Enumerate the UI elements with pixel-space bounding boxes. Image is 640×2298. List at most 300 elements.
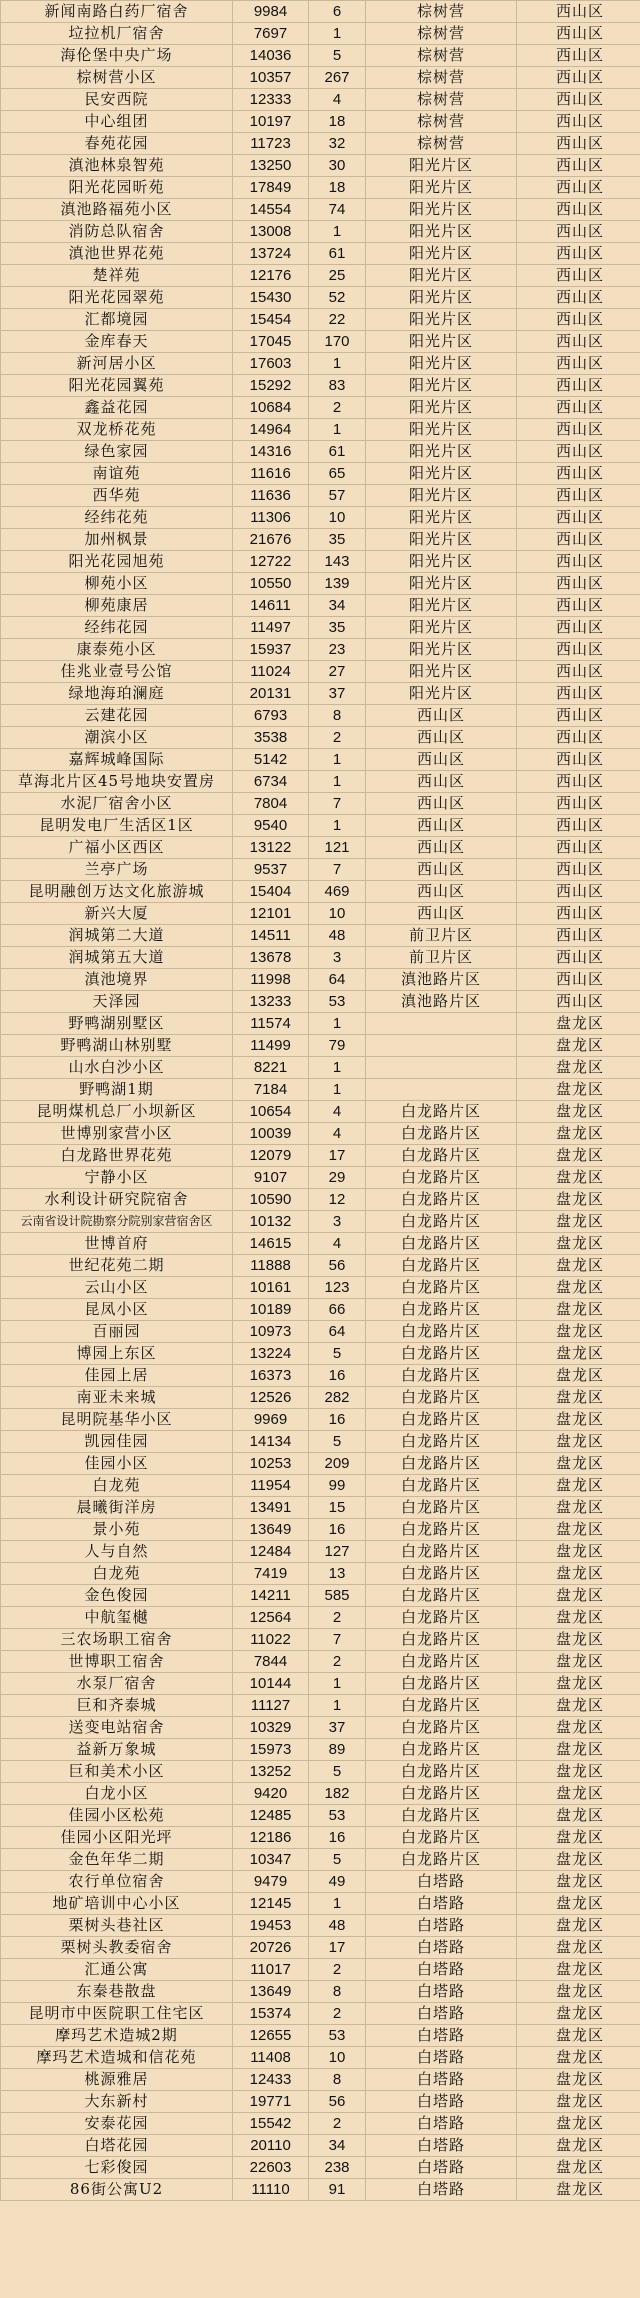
listing-count-cell: 585 [309, 1585, 366, 1607]
listing-count-cell: 8 [309, 1981, 366, 2003]
unit-price-cell: 11888 [233, 1255, 309, 1277]
table-row [1, 1233, 640, 1255]
community-name-cell: 潮滨小区 [1, 727, 233, 749]
listing-count-cell: 16 [309, 1365, 366, 1387]
table-row [1, 1717, 640, 1739]
community-name-cell: 百丽园 [1, 1321, 233, 1343]
unit-price-cell: 10039 [233, 1123, 309, 1145]
community-name-cell: 新河居小区 [1, 353, 233, 375]
table-row [1, 2003, 640, 2025]
area-cell: 白塔路 [366, 2069, 517, 2091]
table-row [1, 1607, 640, 1629]
table-row [1, 243, 640, 265]
community-name-cell: 巨和美术小区 [1, 1761, 233, 1783]
district-cell: 盘龙区 [517, 2135, 640, 2157]
area-cell: 阳光片区 [366, 287, 517, 309]
area-cell: 白龙路片区 [366, 1563, 517, 1585]
table-row [1, 1453, 640, 1475]
unit-price-cell: 15404 [233, 881, 309, 903]
community-name-cell: 新闻南路白药厂宿舍 [1, 1, 233, 23]
unit-price-cell: 9540 [233, 815, 309, 837]
listing-count-cell: 48 [309, 1915, 366, 1937]
community-name-cell: 消防总队宿舍 [1, 221, 233, 243]
table-row [1, 2091, 640, 2113]
unit-price-cell: 6793 [233, 705, 309, 727]
table-row [1, 815, 640, 837]
table-row [1, 441, 640, 463]
listing-count-cell: 5 [309, 45, 366, 67]
table-row [1, 1695, 640, 1717]
district-cell: 盘龙区 [517, 2047, 640, 2069]
community-name-cell: 世纪花苑二期 [1, 1255, 233, 1277]
table-row [1, 1211, 640, 1233]
listing-count-cell: 1 [309, 419, 366, 441]
listing-count-cell: 2 [309, 397, 366, 419]
unit-price-cell: 11127 [233, 1695, 309, 1717]
listing-count-cell: 66 [309, 1299, 366, 1321]
table-row [1, 1739, 640, 1761]
district-cell: 西山区 [517, 375, 640, 397]
table-row [1, 199, 640, 221]
community-name-cell: 中航玺樾 [1, 1607, 233, 1629]
area-cell: 白龙路片区 [366, 1717, 517, 1739]
area-cell: 阳光片区 [366, 573, 517, 595]
unit-price-cell: 11497 [233, 617, 309, 639]
area-cell: 白龙路片区 [366, 1431, 517, 1453]
community-name-cell: 金库春天 [1, 331, 233, 353]
table-row [1, 1805, 640, 1827]
table-row [1, 1387, 640, 1409]
community-name-cell: 金色年华二期 [1, 1849, 233, 1871]
community-name-cell: 鑫益花园 [1, 397, 233, 419]
district-cell: 盘龙区 [517, 1981, 640, 2003]
table-row [1, 1013, 640, 1035]
district-cell: 盘龙区 [517, 1079, 640, 1101]
unit-price-cell: 20131 [233, 683, 309, 705]
unit-price-cell: 10550 [233, 573, 309, 595]
community-name-cell: 摩玛艺术造城和信花苑 [1, 2047, 233, 2069]
listing-count-cell: 1 [309, 221, 366, 243]
unit-price-cell: 3538 [233, 727, 309, 749]
community-name-cell: 景小苑 [1, 1519, 233, 1541]
unit-price-cell: 6734 [233, 771, 309, 793]
listing-count-cell: 13 [309, 1563, 366, 1585]
table-row [1, 1123, 640, 1145]
district-cell: 盘龙区 [517, 1167, 640, 1189]
table-row [1, 881, 640, 903]
community-name-cell: 昆明煤机总厂小坝新区 [1, 1101, 233, 1123]
district-cell: 盘龙区 [517, 1409, 640, 1431]
unit-price-cell: 12101 [233, 903, 309, 925]
district-cell: 盘龙区 [517, 2157, 640, 2179]
table-row [1, 287, 640, 309]
table-row [1, 1035, 640, 1057]
listing-count-cell: 1 [309, 1013, 366, 1035]
district-cell: 西山区 [517, 441, 640, 463]
table-row [1, 661, 640, 683]
listing-count-cell: 16 [309, 1409, 366, 1431]
listing-count-cell: 16 [309, 1827, 366, 1849]
table-row [1, 1167, 640, 1189]
community-name-cell: 白龙苑 [1, 1475, 233, 1497]
table-row [1, 1057, 640, 1079]
table-row [1, 727, 640, 749]
community-name-cell: 三农场职工宿舍 [1, 1629, 233, 1651]
area-cell: 白龙路片区 [366, 1607, 517, 1629]
district-cell: 盘龙区 [517, 2113, 640, 2135]
area-cell: 阳光片区 [366, 419, 517, 441]
table-row [1, 1849, 640, 1871]
district-cell: 西山区 [517, 595, 640, 617]
district-cell: 西山区 [517, 287, 640, 309]
unit-price-cell: 13008 [233, 221, 309, 243]
community-name-cell: 阳光花园旭苑 [1, 551, 233, 573]
table-row [1, 1673, 640, 1695]
listing-count-cell: 32 [309, 133, 366, 155]
listing-count-cell: 17 [309, 1145, 366, 1167]
unit-price-cell: 13250 [233, 155, 309, 177]
area-cell: 阳光片区 [366, 485, 517, 507]
table-row [1, 221, 640, 243]
unit-price-cell: 7844 [233, 1651, 309, 1673]
unit-price-cell: 10347 [233, 1849, 309, 1871]
listing-count-cell: 1 [309, 749, 366, 771]
unit-price-cell: 12564 [233, 1607, 309, 1629]
area-cell: 白龙路片区 [366, 1673, 517, 1695]
area-cell: 白龙路片区 [366, 1145, 517, 1167]
community-name-cell: 昆明发电厂生活区1区 [1, 815, 233, 837]
unit-price-cell: 11499 [233, 1035, 309, 1057]
community-name-cell: 昆凤小区 [1, 1299, 233, 1321]
listing-count-cell: 1 [309, 1893, 366, 1915]
district-cell: 西山区 [517, 573, 640, 595]
community-name-cell: 水泥厂宿舍小区 [1, 793, 233, 815]
district-cell: 盘龙区 [517, 1541, 640, 1563]
unit-price-cell: 11998 [233, 969, 309, 991]
district-cell: 盘龙区 [517, 1673, 640, 1695]
listing-count-cell: 209 [309, 1453, 366, 1475]
area-cell: 白塔路 [366, 1871, 517, 1893]
community-name-cell: 嘉辉城峰国际 [1, 749, 233, 771]
unit-price-cell: 11022 [233, 1629, 309, 1651]
listing-count-cell: 79 [309, 1035, 366, 1057]
table-row [1, 1079, 640, 1101]
district-cell: 西山区 [517, 1, 640, 23]
unit-price-cell: 13491 [233, 1497, 309, 1519]
unit-price-cell: 11408 [233, 2047, 309, 2069]
table-row [1, 1519, 640, 1541]
unit-price-cell: 9420 [233, 1783, 309, 1805]
community-name-cell: 阳光花园昕苑 [1, 177, 233, 199]
district-cell: 西山区 [517, 89, 640, 111]
table-row [1, 1871, 640, 1893]
listing-count-cell: 18 [309, 177, 366, 199]
unit-price-cell: 12485 [233, 1805, 309, 1827]
district-cell: 盘龙区 [517, 1277, 640, 1299]
listing-count-cell: 8 [309, 2069, 366, 2091]
area-cell: 白龙路片区 [366, 1233, 517, 1255]
listing-count-cell: 143 [309, 551, 366, 573]
listing-count-cell: 89 [309, 1739, 366, 1761]
table-row [1, 1343, 640, 1365]
community-name-cell: 世博职工宿舍 [1, 1651, 233, 1673]
unit-price-cell: 19453 [233, 1915, 309, 1937]
listing-count-cell: 469 [309, 881, 366, 903]
listing-count-cell: 4 [309, 1101, 366, 1123]
area-cell: 白龙路片区 [366, 1189, 517, 1211]
table-row [1, 1475, 640, 1497]
area-cell: 阳光片区 [366, 661, 517, 683]
listing-count-cell: 2 [309, 727, 366, 749]
table-row [1, 749, 640, 771]
table-row [1, 1981, 640, 2003]
table-row [1, 1827, 640, 1849]
area-cell: 白塔路 [366, 2179, 517, 2201]
listing-count-cell: 238 [309, 2157, 366, 2179]
unit-price-cell: 10253 [233, 1453, 309, 1475]
district-cell: 盘龙区 [517, 1739, 640, 1761]
district-cell: 盘龙区 [517, 1717, 640, 1739]
community-name-cell: 野鸭湖1期 [1, 1079, 233, 1101]
listing-count-cell: 30 [309, 155, 366, 177]
listing-count-cell: 64 [309, 1321, 366, 1343]
unit-price-cell: 12722 [233, 551, 309, 573]
table-row [1, 947, 640, 969]
community-name-cell: 白龙路世界花苑 [1, 1145, 233, 1167]
community-name-cell: 垃拉机厂宿舍 [1, 23, 233, 45]
area-cell: 白龙路片区 [366, 1409, 517, 1431]
listing-count-cell: 53 [309, 1805, 366, 1827]
community-name-cell: 桃源雅居 [1, 2069, 233, 2091]
area-cell: 阳光片区 [366, 397, 517, 419]
community-name-cell: 白龙苑 [1, 1563, 233, 1585]
unit-price-cell: 11723 [233, 133, 309, 155]
listing-count-cell: 1 [309, 23, 366, 45]
table-row [1, 1299, 640, 1321]
table-row [1, 1189, 640, 1211]
listing-count-cell: 64 [309, 969, 366, 991]
area-cell: 白龙路片区 [366, 1629, 517, 1651]
table-row [1, 859, 640, 881]
listing-count-cell: 65 [309, 463, 366, 485]
listing-count-cell: 10 [309, 903, 366, 925]
table-row [1, 573, 640, 595]
unit-price-cell: 13252 [233, 1761, 309, 1783]
district-cell: 盘龙区 [517, 1959, 640, 1981]
area-cell: 白龙路片区 [366, 1805, 517, 1827]
area-cell: 前卫片区 [366, 947, 517, 969]
area-cell: 白塔路 [366, 1893, 517, 1915]
area-cell: 滇池路片区 [366, 969, 517, 991]
listing-count-cell: 35 [309, 529, 366, 551]
area-cell: 白塔路 [366, 2047, 517, 2069]
district-cell: 盘龙区 [517, 1783, 640, 1805]
community-name-cell: 滇池路福苑小区 [1, 199, 233, 221]
unit-price-cell: 12433 [233, 2069, 309, 2091]
unit-price-cell: 9537 [233, 859, 309, 881]
district-cell: 西山区 [517, 133, 640, 155]
listing-count-cell: 1 [309, 353, 366, 375]
area-cell: 白龙路片区 [366, 1695, 517, 1717]
community-name-cell: 山水白沙小区 [1, 1057, 233, 1079]
table-row [1, 1431, 640, 1453]
district-cell: 盘龙区 [517, 1497, 640, 1519]
area-cell [366, 1013, 517, 1035]
area-cell: 滇池路片区 [366, 991, 517, 1013]
table-row [1, 155, 640, 177]
district-cell: 西山区 [517, 683, 640, 705]
district-cell: 盘龙区 [517, 1695, 640, 1717]
table-row [1, 265, 640, 287]
district-cell: 盘龙区 [517, 1057, 640, 1079]
district-cell: 盘龙区 [517, 2179, 640, 2201]
table-row [1, 485, 640, 507]
table-row [1, 1101, 640, 1123]
listing-count-cell: 83 [309, 375, 366, 397]
district-cell: 盘龙区 [517, 1805, 640, 1827]
table-row [1, 2113, 640, 2135]
unit-price-cell: 14615 [233, 1233, 309, 1255]
table-row [1, 463, 640, 485]
community-name-cell: 康泰苑小区 [1, 639, 233, 661]
area-cell: 棕树营 [366, 111, 517, 133]
community-name-cell: 双龙桥花苑 [1, 419, 233, 441]
unit-price-cell: 14316 [233, 441, 309, 463]
unit-price-cell: 13649 [233, 1519, 309, 1541]
district-cell: 西山区 [517, 397, 640, 419]
district-cell: 西山区 [517, 903, 640, 925]
table-row [1, 1893, 640, 1915]
district-cell: 西山区 [517, 155, 640, 177]
district-cell: 盘龙区 [517, 1607, 640, 1629]
community-name-cell: 水利设计研究院宿舍 [1, 1189, 233, 1211]
listing-count-cell: 16 [309, 1519, 366, 1541]
table-row [1, 2157, 640, 2179]
area-cell: 棕树营 [366, 67, 517, 89]
area-cell: 阳光片区 [366, 155, 517, 177]
listing-count-cell: 61 [309, 243, 366, 265]
unit-price-cell: 11017 [233, 1959, 309, 1981]
area-cell: 白龙路片区 [366, 1497, 517, 1519]
district-cell: 西山区 [517, 661, 640, 683]
unit-price-cell: 13233 [233, 991, 309, 1013]
listing-count-cell: 8 [309, 705, 366, 727]
listing-count-cell: 52 [309, 287, 366, 309]
community-name-cell: 加州枫景 [1, 529, 233, 551]
district-cell: 盘龙区 [517, 1233, 640, 1255]
listing-count-cell: 35 [309, 617, 366, 639]
area-cell: 白塔路 [366, 2113, 517, 2135]
community-name-cell: 佳园小区松苑 [1, 1805, 233, 1827]
community-name-cell: 广福小区西区 [1, 837, 233, 859]
district-cell: 西山区 [517, 243, 640, 265]
community-name-cell: 昆明院基华小区 [1, 1409, 233, 1431]
table-row [1, 837, 640, 859]
district-cell: 西山区 [517, 309, 640, 331]
table-row [1, 1651, 640, 1673]
table-row [1, 1, 640, 23]
table-row [1, 2179, 640, 2201]
unit-price-cell: 14611 [233, 595, 309, 617]
district-cell: 盘龙区 [517, 1123, 640, 1145]
unit-price-cell: 15292 [233, 375, 309, 397]
listing-count-cell: 53 [309, 991, 366, 1013]
unit-price-cell: 10357 [233, 67, 309, 89]
area-cell: 白塔路 [366, 2135, 517, 2157]
area-cell: 棕树营 [366, 45, 517, 67]
community-name-cell: 宁静小区 [1, 1167, 233, 1189]
listing-count-cell: 5 [309, 1343, 366, 1365]
district-cell: 盘龙区 [517, 1365, 640, 1387]
area-cell: 阳光片区 [366, 331, 517, 353]
unit-price-cell: 9479 [233, 1871, 309, 1893]
listing-count-cell: 2 [309, 2003, 366, 2025]
community-name-cell: 佳园小区 [1, 1453, 233, 1475]
listing-count-cell: 25 [309, 265, 366, 287]
community-name-cell: 海伦堡中央广场 [1, 45, 233, 67]
table-row [1, 705, 640, 727]
area-cell: 棕树营 [366, 1, 517, 23]
listing-count-cell: 1 [309, 815, 366, 837]
district-cell: 盘龙区 [517, 1145, 640, 1167]
area-cell: 白龙路片区 [366, 1541, 517, 1563]
listing-count-cell: 1 [309, 1695, 366, 1717]
unit-price-cell: 12079 [233, 1145, 309, 1167]
district-cell: 西山区 [517, 991, 640, 1013]
listing-count-cell: 15 [309, 1497, 366, 1519]
community-name-cell: 86街公寓U2 [1, 2179, 233, 2201]
area-cell: 阳光片区 [366, 199, 517, 221]
area-cell: 白龙路片区 [366, 1761, 517, 1783]
district-cell: 西山区 [517, 485, 640, 507]
listing-count-cell: 17 [309, 1937, 366, 1959]
community-name-cell: 楚祥苑 [1, 265, 233, 287]
area-cell: 西山区 [366, 749, 517, 771]
unit-price-cell: 7804 [233, 793, 309, 815]
area-cell: 白龙路片区 [366, 1343, 517, 1365]
listing-count-cell: 6 [309, 1, 366, 23]
table-row [1, 331, 640, 353]
unit-price-cell: 19771 [233, 2091, 309, 2113]
unit-price-cell: 8221 [233, 1057, 309, 1079]
unit-price-cell: 11636 [233, 485, 309, 507]
unit-price-cell: 22603 [233, 2157, 309, 2179]
table-row [1, 2047, 640, 2069]
unit-price-cell: 5142 [233, 749, 309, 771]
unit-price-cell: 13678 [233, 947, 309, 969]
community-name-cell: 阳光花园翼苑 [1, 375, 233, 397]
community-name-cell: 世博别家营小区 [1, 1123, 233, 1145]
listing-count-cell: 2 [309, 1959, 366, 1981]
listing-count-cell: 170 [309, 331, 366, 353]
unit-price-cell: 14511 [233, 925, 309, 947]
community-name-cell: 七彩俊园 [1, 2157, 233, 2179]
district-cell: 西山区 [517, 793, 640, 815]
listing-count-cell: 4 [309, 89, 366, 111]
unit-price-cell: 13724 [233, 243, 309, 265]
listing-count-cell: 37 [309, 683, 366, 705]
district-cell: 盘龙区 [517, 1849, 640, 1871]
district-cell: 西山区 [517, 221, 640, 243]
area-cell: 前卫片区 [366, 925, 517, 947]
community-name-cell: 新兴大厦 [1, 903, 233, 925]
district-cell: 西山区 [517, 639, 640, 661]
listing-count-cell: 34 [309, 2135, 366, 2157]
area-cell: 白塔路 [366, 2025, 517, 2047]
district-cell: 西山区 [517, 419, 640, 441]
unit-price-cell: 20726 [233, 1937, 309, 1959]
unit-price-cell: 11574 [233, 1013, 309, 1035]
